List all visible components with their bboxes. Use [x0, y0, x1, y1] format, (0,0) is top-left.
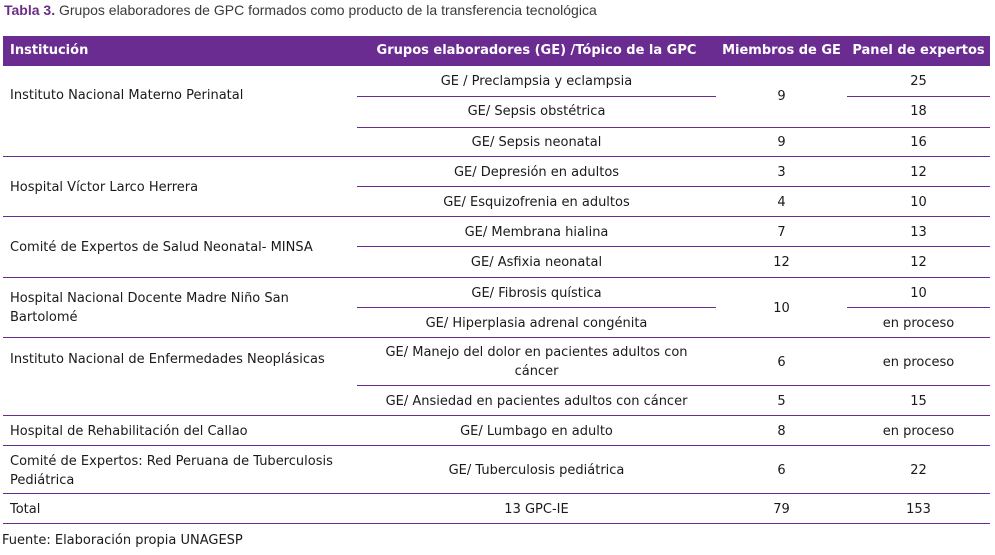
- group-cell: GE/ Ansiedad en pacientes adultos con cáncer: [385, 394, 688, 409]
- members-cell: 6: [777, 355, 786, 370]
- group-cell: GE/ Lumbago en adulto: [460, 424, 613, 439]
- row-divider: [847, 96, 990, 97]
- institution-cell: Hospital Víctor Larco Herrera: [10, 180, 199, 195]
- row-divider: [3, 216, 990, 217]
- institution-cell: Bartolomé: [10, 310, 78, 325]
- row-divider: [3, 277, 990, 278]
- caption-text: Grupos elaboradores de GPC formados como producto de la transferencia tecnológica: [55, 2, 597, 18]
- panel-cell: 25: [910, 74, 927, 89]
- row-divider: [3, 523, 990, 524]
- panel-cell: en proceso: [882, 316, 955, 331]
- group-cell: GE/ Sepsis obstétrica: [467, 104, 606, 119]
- panel-cell: 12: [910, 165, 927, 180]
- row-divider: [847, 307, 990, 308]
- group-cell: GE/ Hiperplasia adrenal congénita: [425, 316, 648, 331]
- panel-cell: 15: [910, 394, 927, 409]
- members-cell: 10: [773, 301, 790, 316]
- group-cell: GE/ Asfixia neonatal: [470, 255, 603, 270]
- row-divider: [3, 493, 990, 494]
- panel-cell: 10: [910, 195, 927, 210]
- panel-cell: 12: [910, 255, 927, 270]
- members-cell: 9: [777, 135, 786, 150]
- row-divider: [357, 307, 716, 308]
- institution-cell: Instituto Nacional Materno Perinatal: [10, 88, 244, 103]
- row-divider: [3, 156, 990, 157]
- panel-cell: 10: [910, 286, 927, 301]
- members-cell: 8: [777, 424, 786, 439]
- panel-cell: en proceso: [882, 424, 955, 439]
- total-groups: 13 GPC-IE: [504, 502, 569, 517]
- institution-cell: Comité de Expertos de Salud Neonatal- MINSA: [10, 240, 313, 255]
- group-cell: GE/ Tuberculosis pediátrica: [448, 463, 625, 478]
- group-cell: GE/ Sepsis neonatal: [471, 135, 602, 150]
- total-panel: 153: [906, 502, 931, 517]
- header-members: Miembros de GE: [722, 43, 841, 58]
- members-cell: 4: [777, 195, 786, 210]
- row-divider: [357, 186, 990, 187]
- institution-cell: Hospital de Rehabilitación del Callao: [10, 424, 248, 439]
- row-divider: [3, 415, 990, 416]
- members-cell: 12: [773, 255, 790, 270]
- panel-cell: 16: [910, 135, 927, 150]
- total-label: Total: [10, 502, 41, 517]
- panel-cell: 18: [910, 104, 927, 119]
- header-groups: Grupos elaboradores (GE) /Tópico de la GPC: [376, 43, 697, 58]
- group-cell: GE/ Fibrosis quística: [471, 286, 602, 301]
- institution-cell: Hospital Nacional Docente Madre Niño San: [10, 291, 289, 306]
- panel-cell: 22: [910, 463, 927, 478]
- members-cell: 3: [777, 165, 786, 180]
- group-cell: GE / Preclampsia y eclampsia: [440, 74, 633, 89]
- header-institution: Institución: [10, 43, 89, 58]
- row-divider: [3, 445, 990, 446]
- members-cell: 5: [777, 394, 786, 409]
- members-cell: 7: [777, 225, 786, 240]
- group-cell: GE/ Manejo del dolor en pacientes adultos con: [385, 345, 688, 360]
- row-divider: [357, 96, 716, 97]
- members-cell: 9: [777, 89, 786, 104]
- group-cell: GE/ Esquizofrenia en adultos: [443, 195, 630, 210]
- panel-cell: 13: [910, 225, 927, 240]
- row-divider: [357, 127, 990, 128]
- institution-cell: Pediátrica: [10, 473, 75, 488]
- group-cell: cáncer: [514, 364, 559, 379]
- header-panel: Panel de expertos: [852, 43, 985, 58]
- caption-label: Tabla 3.: [4, 2, 56, 18]
- row-divider: [3, 337, 990, 338]
- group-cell: GE/ Depresión en adultos: [453, 165, 620, 180]
- row-divider: [357, 246, 990, 247]
- institution-cell: Instituto Nacional de Enfermedades Neoplásicas: [10, 352, 325, 367]
- total-members: 79: [773, 502, 790, 517]
- members-cell: 6: [777, 463, 786, 478]
- group-cell: GE/ Membrana hialina: [464, 225, 609, 240]
- table-caption: [4, 2, 597, 18]
- row-divider: [357, 385, 990, 386]
- institution-cell: Comité de Expertos: Red Peruana de Tuberculosis: [10, 454, 333, 469]
- panel-cell: en proceso: [882, 355, 955, 370]
- source-note: Fuente: Elaboración propia UNAGESP: [2, 533, 243, 548]
